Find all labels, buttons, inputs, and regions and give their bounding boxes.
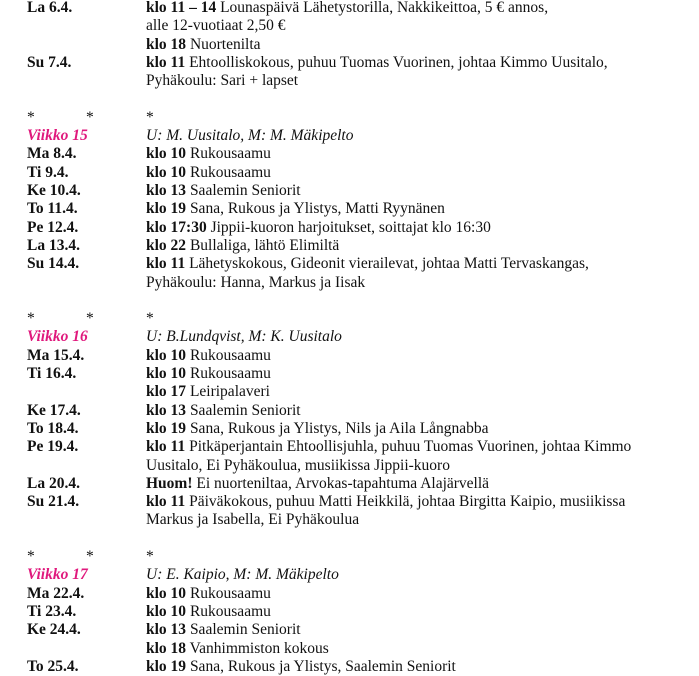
event-time: klo 17 — [146, 383, 187, 401]
day-label: To 18.4. — [27, 419, 79, 437]
event-text: Huom! Ei nuorteniltaa, Arvokas-tapahtuma Alajärvellä — [146, 474, 490, 492]
schedule-row — [0, 383, 699, 401]
separator-asterisk: * — [146, 108, 154, 126]
event-time: klo 13 — [146, 621, 187, 639]
separator-asterisk: * — [27, 108, 35, 126]
event-text: klo 18 Nuortenilta — [146, 35, 261, 53]
separator-asterisk: * — [27, 548, 35, 565]
event-time: klo 19 — [146, 200, 187, 218]
blank-line — [0, 292, 699, 310]
separator-asterisk: * — [86, 108, 94, 126]
event-text: klo 19 Sana, Rukous ja Ylistys, Nils ja Aila Långnabba — [146, 419, 489, 437]
week-separator — [0, 109, 699, 127]
week-separator — [0, 310, 699, 328]
event-text: klo 11 Ehtoolliskokous, puhuu Tuomas Vuorinen, johtaa Kimmo Uusitalo, — [146, 53, 608, 71]
event-text: klo 17 Leiripalaveri — [146, 383, 270, 401]
day-label: Ma 8.4. — [27, 145, 77, 163]
blank-line — [0, 530, 699, 548]
event-time: klo 22 — [146, 236, 187, 254]
event-time: klo 11 — [146, 255, 186, 273]
event-text-continued: alle 12-vuotiaat 2,50 € — [146, 17, 286, 35]
day-label: Su 7.4. — [27, 53, 72, 71]
event-time: klo 10 — [146, 584, 187, 602]
schedule-row — [0, 658, 699, 676]
schedule-row — [0, 420, 699, 438]
event-text: klo 19 Sana, Rukous ja Ylistys, Saalemin Seniorit — [146, 657, 456, 675]
week-title: Viikko 17 — [27, 566, 88, 584]
event-text: klo 10 Rukousaamu — [146, 584, 271, 602]
schedule-row-continuation — [0, 457, 699, 475]
separator-asterisk: * — [146, 548, 154, 565]
event-time: klo 10 — [146, 145, 187, 163]
day-label: Su 14.4. — [27, 255, 80, 273]
schedule-row — [0, 200, 699, 218]
schedule-row — [0, 182, 699, 200]
event-text: klo 13 Saalemin Seniorit — [146, 401, 301, 419]
event-text: klo 10 Rukousaamu — [146, 145, 271, 163]
event-text: klo 10 Rukousaamu — [146, 163, 271, 181]
schedule-row-continuation — [0, 274, 699, 292]
event-time: Huom! — [146, 474, 193, 492]
event-time: klo 18 — [146, 35, 187, 53]
week-title: Viikko 16 — [27, 328, 88, 346]
event-time: klo 11 — [146, 53, 186, 71]
event-text: klo 17:30 Jippii-kuoron harjoitukset, soittajat klo 16:30 — [146, 218, 491, 236]
schedule-row — [0, 255, 699, 273]
schedule-row — [0, 54, 699, 72]
day-label: To 11.4. — [27, 200, 78, 218]
separator-asterisk: * — [86, 548, 94, 565]
schedule-row — [0, 475, 699, 493]
day-label: To 25.4. — [27, 657, 79, 675]
schedule-row-continuation — [0, 72, 699, 90]
schedule-row — [0, 145, 699, 163]
event-time: klo 10 — [146, 365, 187, 382]
week-header — [0, 127, 699, 145]
week-header — [0, 566, 699, 584]
schedule-row — [0, 347, 699, 365]
schedule-row — [0, 640, 699, 658]
event-time: klo 10 — [146, 346, 187, 364]
event-text: klo 13 Saalemin Seniorit — [146, 621, 301, 639]
event-text: klo 13 Saalemin Seniorit — [146, 182, 301, 199]
separator-asterisk: * — [86, 310, 94, 328]
schedule-row — [0, 603, 699, 621]
day-label: La 20.4. — [27, 474, 80, 492]
schedule-row — [0, 219, 699, 237]
event-time: klo 10 — [146, 602, 187, 620]
schedule-row-continuation — [0, 17, 699, 35]
day-label: Ti 16.4. — [27, 365, 77, 382]
schedule-row — [0, 585, 699, 603]
event-time: klo 13 — [146, 182, 187, 199]
day-label: Ke 10.4. — [27, 182, 81, 199]
event-text: klo 10 Rukousaamu — [146, 346, 271, 364]
day-label: La 13.4. — [27, 236, 80, 254]
event-text: klo 22 Bullaliga, lähtö Elimiltä — [146, 236, 340, 254]
day-label: Ke 24.4. — [27, 621, 81, 639]
week-duty: U: M. Uusitalo, M: M. Mäkipelto — [146, 127, 354, 145]
day-label: Pe 19.4. — [27, 438, 79, 456]
schedule-row — [0, 402, 699, 420]
day-label: Ma 15.4. — [27, 346, 85, 364]
event-text-continued: Markus ja Isabella, Ei Pyhäkoulua — [146, 511, 360, 529]
week-duty: U: B.Lundqvist, M: K. Uusitalo — [146, 328, 342, 346]
schedule-row — [0, 493, 699, 511]
event-text-continued: Pyhäkoulu: Sari + lapset — [146, 72, 299, 90]
event-text: klo 11 Lähetyskokous, Gideonit vierailevat, johtaa Matti Tervaskangas, — [146, 255, 589, 273]
schedule-row — [0, 438, 699, 456]
separator-asterisk: * — [146, 310, 154, 328]
day-label: Ma 22.4. — [27, 584, 85, 602]
event-text: klo 11 – 14 Lounaspäivä Lähetystorilla, Nakkikeittoa, 5 € annos, — [146, 0, 549, 16]
schedule-row-continuation — [0, 511, 699, 529]
event-text-continued: Uusitalo, Ei Pyhäkoulua, musiikissa Jippii-kuoro — [146, 456, 450, 474]
day-label: Ti 23.4. — [27, 602, 77, 620]
event-text-continued: Pyhäkoulu: Hanna, Markus ja Iisak — [146, 273, 366, 291]
day-label: Su 21.4. — [27, 493, 80, 511]
event-time: klo 11 – 14 — [146, 0, 217, 16]
event-text: klo 11 Pitkäperjantain Ehtoollisjuhla, puhuu Tuomas Vuorinen, johtaa Kimmo — [146, 438, 632, 456]
event-text: klo 19 Sana, Rukous ja Ylistys, Matti Ryynänen — [146, 200, 445, 218]
day-label: Ke 17.4. — [27, 401, 81, 419]
blank-line — [0, 91, 699, 109]
event-text: klo 18 Vanhimmiston kokous — [146, 639, 329, 657]
event-time: klo 11 — [146, 438, 186, 456]
day-label: Pe 12.4. — [27, 218, 79, 236]
event-time: klo 11 — [146, 493, 186, 511]
day-label: Ti 9.4. — [27, 163, 69, 181]
event-time: klo 17:30 — [146, 218, 207, 236]
separator-asterisk: * — [27, 310, 35, 328]
event-time: klo 13 — [146, 401, 187, 419]
event-time: klo 18 — [146, 639, 187, 657]
schedule-row — [0, 365, 699, 383]
event-text: klo 10 Rukousaamu — [146, 365, 271, 382]
event-time: klo 19 — [146, 419, 187, 437]
schedule-row — [0, 164, 699, 182]
schedule-row — [0, 36, 699, 54]
week-header — [0, 328, 699, 346]
day-label: La 6.4. — [27, 0, 73, 16]
event-time: klo 10 — [146, 163, 187, 181]
schedule-row — [0, 0, 699, 17]
event-time: klo 19 — [146, 657, 187, 675]
week-separator — [0, 548, 699, 566]
schedule-row — [0, 237, 699, 255]
week-duty: U: E. Kaipio, M: M. Mäkipelto — [146, 566, 339, 584]
event-text: klo 10 Rukousaamu — [146, 602, 271, 620]
week-title: Viikko 15 — [27, 127, 88, 145]
event-text: klo 11 Päiväkokous, puhuu Matti Heikkilä, johtaa Birgitta Kaipio, musiikissa — [146, 493, 626, 511]
schedule-row — [0, 621, 699, 639]
